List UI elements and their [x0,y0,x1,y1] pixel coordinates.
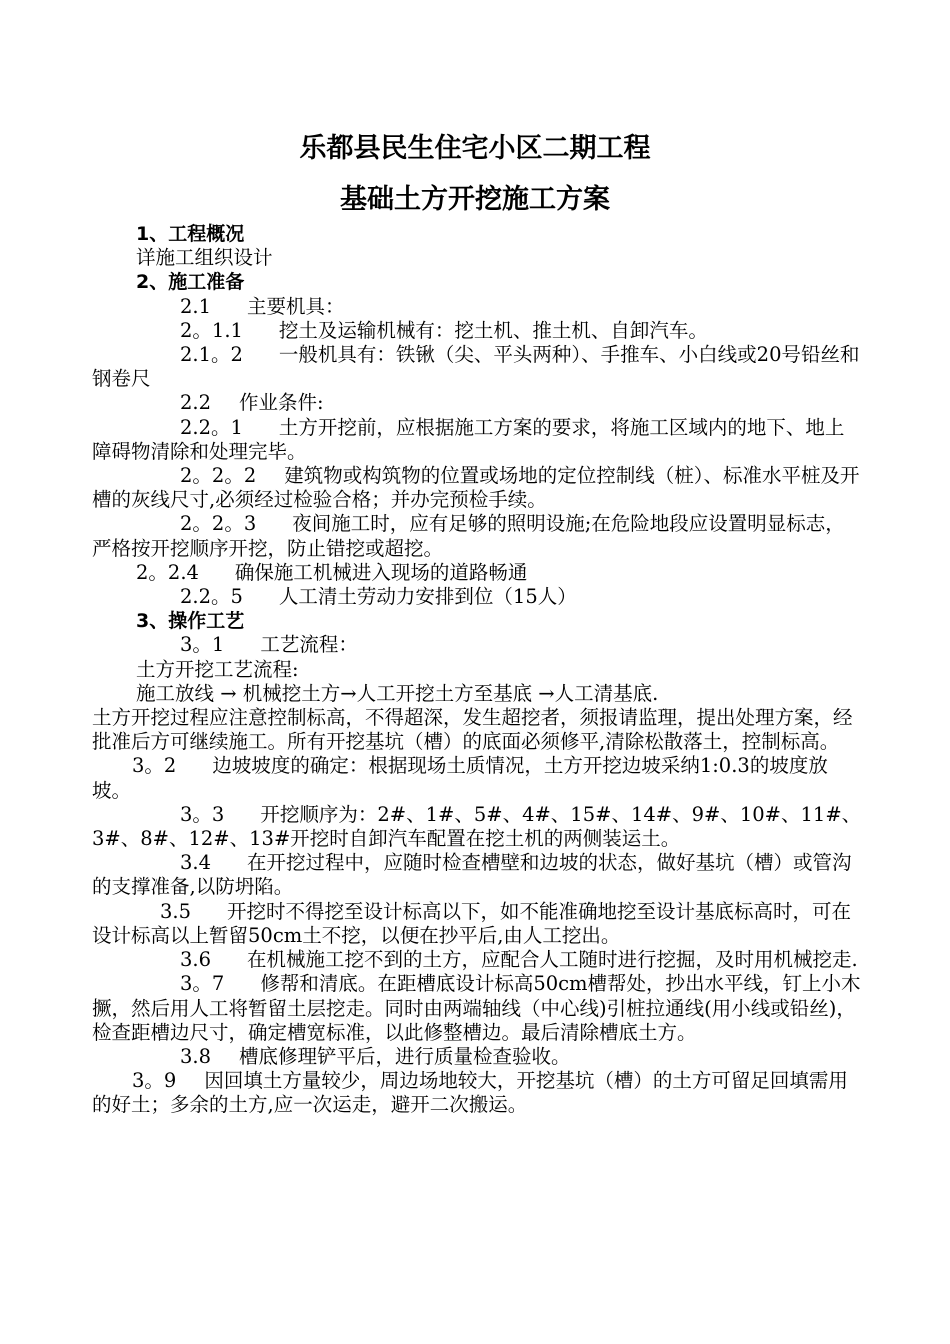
paragraph-2-2 [92,391,862,415]
paragraph-number: 2。1.1 [180,318,243,342]
paragraph-text: 因回填土方量较少，周边场地较大，开挖基坑（槽）的土方可留足回填需用的好土；多余的土方,应一次运走，避开二次搬运。 [92,1069,848,1117]
paragraph-3-9 [92,1069,862,1117]
paragraph-number: 3。9 [132,1069,177,1093]
document-body [92,222,862,1118]
paragraph-text: 一般机具有：铁锹（尖、平头两种）、手推车、小白线或20号铅丝和钢卷尺 [92,343,860,391]
paragraph-number: 2。2.4 [136,560,199,584]
paragraph-number: 2.1。2 [180,343,243,367]
paragraph-number: 2。2。3 [180,512,257,536]
paragraph-text: 修帮和清底。在距槽底设计标高50cm槽帮处，抄出水平线，钉上小木撅，然后用人工将暂留土层挖走。同时由两端轴线（中心线)引桩拉通线(用小线或铅丝)，检查距槽边尺寸，确定槽宽标准，以此修整槽边。最后清除槽底土方。 [92,972,861,1044]
paragraph-3-7 [92,972,862,1045]
paragraph-number: 3.4 [180,851,212,875]
paragraph-number: 3。7 [180,972,225,996]
paragraph-number: 3.6 [180,948,212,972]
paragraph-3-5 [92,900,862,948]
paragraph-2-2-1 [92,416,862,464]
paragraph-number: 3.8 [180,1044,212,1068]
paragraph-text: 土方开挖前，应根据施工方案的要求，将施工区域内的地下、地上障碍物清除和处理完毕。 [92,415,845,463]
paragraph-text: 人工清土劳动力安排到位（15人） [278,585,577,609]
paragraph-2-1 [92,295,862,319]
paragraph-text: 挖土及运输机械有：挖土机、推土机、自卸汽车。 [278,318,708,342]
section-1-text: 详施工组织设计 [136,246,273,270]
paragraph-text: 夜间施工时，应有足够的照明设施;在危险地段应设置明显标志，严格按开挖顺序开挖，防止错挖或超挖。 [92,512,845,560]
paragraph-text: 槽底修理铲平后，进行质量检查验收。 [239,1044,571,1068]
paragraph-number: 2.1 [180,294,212,318]
paragraph-number: 2.2。5 [180,585,243,609]
paragraph-3-2 [92,754,862,802]
paragraph-text: 在开挖过程中，应随时检查槽壁和边坡的状态，做好基坑（槽）或管沟的支撑准备,以防坍陷。 [92,851,852,899]
paragraph-2-2-5 [92,585,862,609]
paragraph-text: 开挖时不得挖至设计标高以下，如不能准确地挖至设计基底标高时，可在设计标高以上暂留50cm土不挖，以便在抄平后,由人工挖出。 [92,899,852,947]
flow-label: 土方开挖工艺流程: [136,657,299,681]
paragraph-text: 边坡坡度的确定：根据现场土质情况，土方开挖边坡采纳1:0.3的坡度放坡。 [92,754,828,802]
paragraph-2-1-2 [92,343,862,391]
paragraph-number: 2。2。2 [180,464,257,488]
section-heading-3: 3、操作工艺 [136,610,245,633]
paragraph-3-4 [92,851,862,899]
paragraph-text: 主要机具： [247,294,345,318]
document-title: 乐都县民生住宅小区二期工程 [299,133,651,164]
paragraph-2-2-3 [92,512,862,560]
paragraph-text: 确保施工机械进入现场的道路畅通 [234,560,528,584]
paragraph-text: 工艺流程： [260,633,358,657]
paragraph-3-6 [92,948,862,972]
paragraph-text: 在机械施工挖不到的土方，应配合人工随时进行挖掘，及时用机械挖走. [247,948,858,972]
paragraph-number: 3.5 [160,899,192,923]
section-heading-1: 1、工程概况 [136,223,245,245]
paragraph-number: 3。2 [132,754,177,778]
paragraph-2-1-1 [92,319,862,343]
paragraph-2-2-4 [92,561,862,585]
section-heading-2: 2、施工准备 [136,271,245,294]
paragraph-number: 3。3 [180,802,225,826]
paragraph-number: 3。1 [180,633,225,657]
paragraph-2-2-2 [92,464,862,512]
flow-note: 土方开挖过程应注意控制标高，不得超深，发生超挖者，须报请监理，提出处理方案，经批准后方可继续施工。所有开挖基坑（槽）的底面必须修平,清除松散落土，控制标高。 [92,706,853,754]
paragraph-text: 建筑物或构筑物的位置或场地的定位控制线（桩）、标准水平桩及开槽的灰线尺寸,必须经过检验合格；并办完预检手续。 [92,464,860,512]
paragraph-text: 作业条件: [239,391,324,415]
paragraph-text: 开挖顺序为：2#、1#、5#、4#、15#、14#、9#、10#、11#、3#、8#、12#、13#开挖时自卸汽车配置在挖土机的两侧装运土。 [92,802,862,851]
paragraph-number: 2.2 [180,391,212,415]
paragraph-3-8 [92,1045,862,1069]
paragraph-number: 2.2。1 [180,415,243,439]
paragraph-3-1 [92,633,862,657]
paragraph-3-3 [92,803,862,851]
flow-steps: 施工放线 → 机械挖土方→人工开挖土方至基底 →人工清基底. [136,681,659,705]
document-subtitle: 基础土方开挖施工方案 [340,184,610,215]
